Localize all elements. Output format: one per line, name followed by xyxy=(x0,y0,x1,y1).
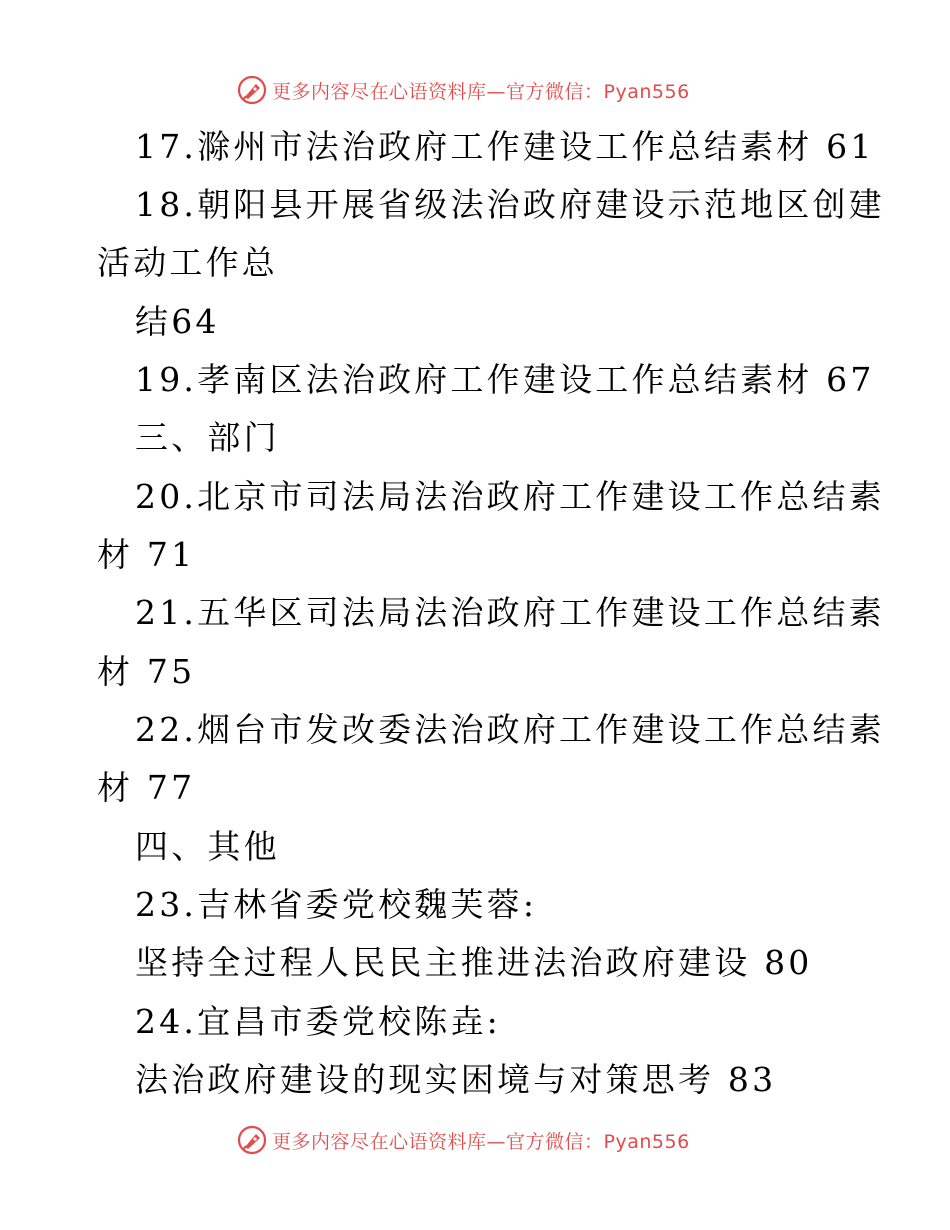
toc-entry-18-page: 结64 xyxy=(135,302,220,341)
toc-entry-21: 21.五华区司法局法治政府工作建设工作总结素 xyxy=(135,593,885,632)
toc-entry-17: 17.滁州市法治政府工作建设工作总结素材 61 xyxy=(135,127,875,166)
pen-nib-logo-icon xyxy=(236,74,268,106)
toc-entry-18: 18.朝阳县开展省级法治政府建设示范地区创建 xyxy=(135,185,885,224)
toc-entry-24: 24.宜昌市委党校陈垚: xyxy=(135,1002,501,1041)
toc-entry-23: 23.吉林省委党校魏芙蓉: xyxy=(135,885,538,924)
section-heading-departments: 三、部门 xyxy=(135,418,280,457)
toc-entry-18-continued: 活动工作总 xyxy=(97,243,278,282)
toc-entry-22: 22.烟台市发改委法治政府工作建设工作总结素 xyxy=(135,710,885,749)
footer-watermark xyxy=(236,1124,690,1156)
watermark-text: 更多内容尽在心语资料库—官方微信：Pyan556 xyxy=(272,80,690,103)
toc-entry-20-continued: 材 71 xyxy=(97,535,196,574)
toc-entry-24-title: 法治政府建设的现实困境与对策思考 83 xyxy=(135,1060,777,1099)
toc-entry-23-title: 坚持全过程人民民主推进法治政府建设 80 xyxy=(135,943,813,982)
watermark-text: 更多内容尽在心语资料库—官方微信：Pyan556 xyxy=(272,1130,690,1153)
pen-nib-logo-icon xyxy=(236,1124,268,1156)
toc-entry-20: 20.北京市司法局法治政府工作建设工作总结素 xyxy=(135,477,885,516)
toc-entry-22-continued: 材 77 xyxy=(97,768,196,807)
section-heading-other: 四、其他 xyxy=(135,827,280,866)
header-watermark xyxy=(236,74,690,106)
toc-entry-19: 19.孝南区法治政府工作建设工作总结素材 67 xyxy=(135,360,875,399)
toc-entry-21-continued: 材 75 xyxy=(97,652,196,691)
